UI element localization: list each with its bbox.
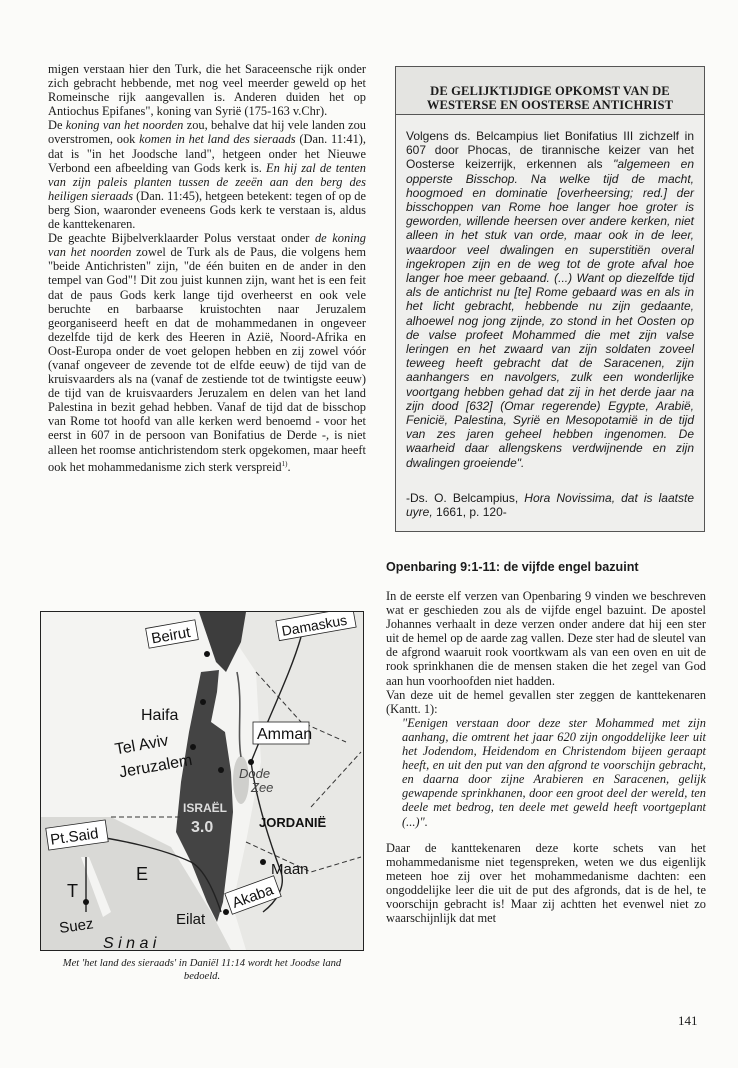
amman-dot xyxy=(248,759,254,765)
map-label-dode: Dode xyxy=(239,766,271,781)
paragraph: Van deze uit de hemel gevallen ster zeggen de kanttekenaren (Kantt. 1): xyxy=(386,687,706,716)
right-column-text xyxy=(386,589,706,925)
quote: "Eenigen verstaan door deze ster Mohammed met zijn aanhang, die omtrent het jaar 620 zijn ongoddelijke leer uit het Jodendom, Heidendom en Christendom bijeen geraapt heeft, en uit den put van den afgrond te voorschijn gebracht, en daarna door zijne Arabieren en Saracenen, gelijk gewapende sprinkhanen, door een groot deel der wereld, ten deele met bedrog, ten deele met geweld heeft voortgeplant (...)". xyxy=(402,715,706,829)
map-label-damaskus: Damaskus xyxy=(280,612,349,639)
map-label-eilat: Eilat xyxy=(176,911,206,928)
box-source: -Ds. O. Belcampius, Hora Novissima, dat is laatste uyre, 1661, p. 120- xyxy=(406,491,694,520)
map-label-zee: Zee xyxy=(251,780,274,795)
haifa-dot xyxy=(200,699,206,705)
box-title: DE GELIJKTIJDIGE OPKOMST VAN DE WESTERSE EN OOSTERSE ANTICHRIST xyxy=(396,67,704,115)
section-heading: Openbaring 9:1-11: de vijfde engel bazuint xyxy=(386,560,639,574)
paragraph: migen verstaan hier den Turk, die het Saraceensche rijk onder zich gebracht hebbende, met nog veel meerder geweld op het Romeinsche rijk aangevallen is. Anderen duiden het op Antiochus Epifanes", koning van Syrië (175-163 v.Chr). xyxy=(48,62,366,119)
paragraph: De geachte Bijbelverklaarder Polus verstaat onder de koning van het noorden zowel de Turk als de Paus, die volgens hem "beide Antichristen" zijn, "de één buiten en de ander in den tempel van God"! Dit zou juist kunnen zijn, want het is een feit dat de paus Gods kerk lange tijd overheerst en ook vele beruchte en barbaarse kruistochten naar Jeruzalem georganiseerd heeft en dat de mohammedanen in ongeveer dezelfde tijd de kerk des Heeren in Azië, Noord-Afrika en Oost-Europa onder de voet gelopen hebben en zij zowel vóór (vanaf ongeveer de zevende tot de elfde eeuw) de tijd van de kruisvaarders als na (vanaf de zestiende tot de twintigste eeuw) de tijd van de kruisvaarders Jeruzalem en delen van het land Palestina in bezit gehad hebben. Vanaf de tijd dat de bisschop van Rome tot hoofd van alle kerken werd benoemd - voor het eerst in 607 in de persoon van Bonifatius de Derde -, is niet alleen het roomse antichristendom sterk opgekomen, maar heeft ook het mohammedanisme zich sterk verspreid$^{1)}$. xyxy=(48,231,366,474)
map-label-jordanie: JORDANIË xyxy=(259,815,327,830)
figure-caption: Met 'het land des sieraads' in Daniël 11:14 wordt het Joodse land bedoeld. xyxy=(62,958,342,982)
map-label-e: E xyxy=(136,864,149,884)
map-label-maan: Maan xyxy=(271,861,309,878)
map-label-israel-version: 3.0 xyxy=(191,819,214,836)
beirut-dot xyxy=(204,651,210,657)
maan-dot xyxy=(260,859,266,865)
paragraph: Daar de kanttekenaren deze korte schets van het mohammedanisme niet tegenspreken, weten we dus eigenlijk meteen hoe zij over het mohammedanisme dachten: een ongoddelijke leer die uit de put des afgronds, dat is de hel, te voorschijn gebracht is! Maar zij achtten het evenwel niet zo waarschijnlijk dat met xyxy=(386,840,706,926)
page-number: 141 xyxy=(678,1013,698,1028)
map-figure xyxy=(40,611,364,951)
map-label-haifa: Haifa xyxy=(141,707,179,724)
map-label-israel: ISRAËL xyxy=(183,801,228,815)
map-label-akaba: Akaba xyxy=(229,881,276,912)
map-label-jeruzalem: Jeruzalem xyxy=(117,751,194,782)
map-label-tel-aviv: Tel Aviv xyxy=(113,732,170,759)
map-label-beirut: Beirut xyxy=(150,623,192,648)
footnote-marker: 1) xyxy=(281,459,288,468)
box-body: Volgens ds. Belcampius liet Bonifatius III zichzelf in 607 door Phocas, de tirannische keizer van het Oosterse keizerrijk, erkennen als "algemeen en opperste Bisschop. Na welke tijd de macht, hoogmoed en dominatie [overheersing; red.] der bisschoppen van Rome hoe langer hoe groter is geworden, willende heersen over andere kerken, niet alleen in het stuk van orde, maar ook in de leer, waardoor veel dwalingen en superstitiën overal ingekropen zijn en de weg tot de grote afval hoe langer hoe meer gebaand. (...) Want op diezelfde tijd als de antichrist nu [te] Rome gebaard was en als in het licht gebracht, hebbende nu zijn gedaante, alhoewel nog jong zijnde, zo stond in het Oosten op de valse profeet Mohammed die met zijn valse leringen en het zwaard van zijn soldaten zoveel teweeg heeft gebracht dat de Saracenen, zijn aanhangers en navolgers, zulk een wonderlijke voortgang hebben gehad dat zij in het derde jaar na zijn dood [632] (Omar regerende) Egypte, Arabië, Fenicië, Palestina, Syrië en Mesopotamië in de tijd van zes jaren geheel hebben ingenomen. De waarheid daar allengskens verdwijnende en zijn dwalingen groeiende". xyxy=(406,129,694,470)
map-label-suez: Suez xyxy=(58,915,95,937)
map-image xyxy=(41,612,363,950)
jeruzalem-dot xyxy=(218,767,224,773)
left-column-text xyxy=(48,62,366,474)
sidebar-box xyxy=(395,66,705,532)
tel-aviv-dot xyxy=(190,744,196,750)
suez-dot xyxy=(83,899,89,905)
paragraph: In de eerste elf verzen van Openbaring 9 vinden we beschreven wat er geschieden zou als de vijfde engel bazuint. De apostel Johannes verhaalt in deze verzen onder andere dat hij een ster uit de hemel op de aarde zag vallen. Deze ster had de sleutel van de afgrond waaruit rook voortkwam als van een oven en uit de rook sprinkhanen die de mensen staken die het zegel van God aan hun voorhoofden niet hadden. xyxy=(386,589,706,688)
map-label-sinai: S i n a i xyxy=(103,935,157,950)
eilat-dot xyxy=(223,909,229,915)
map-label-t: T xyxy=(67,881,78,901)
map-label-amman: Amman xyxy=(257,726,313,743)
map-label-pt-said: Pt.Said xyxy=(49,825,100,849)
paragraph: De koning van het noorden zou, behalve dat hij vele landen zou overstromen, ook komen in het land des sieraads (Dan. 11:41), dat is "in het Joodsche land", hetgeen onder het Nieuwe Verbond een afbeelding van Gods kerk is. En hij zal de tenten van zijn paleis planten tussen de zeeën aan den berg des heiligen sieraads (Dan. 11:45), hetgeen betekent: tegen of op de berg Sion, waaronder eveneens Gods kerk te verstaan is, aldus de kanttekenaren. xyxy=(48,118,366,232)
